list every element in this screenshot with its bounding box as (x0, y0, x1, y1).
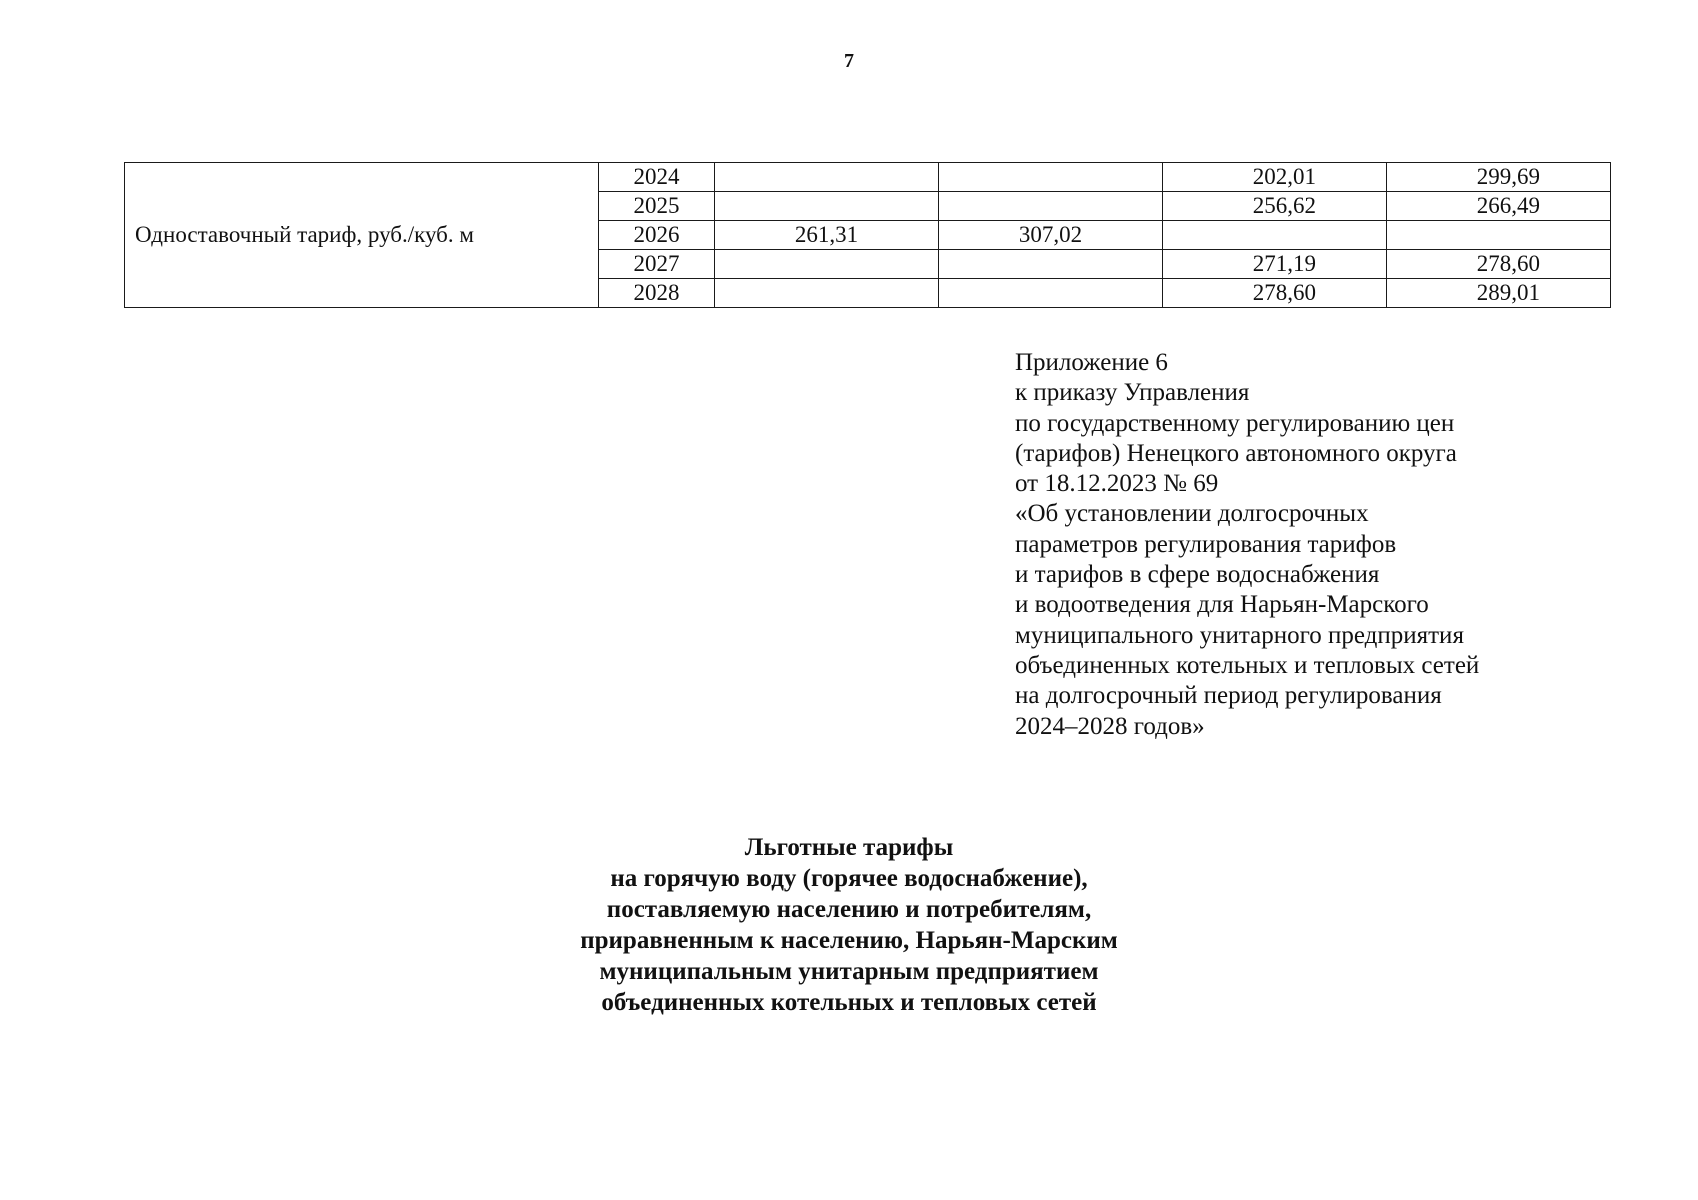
value-cell (939, 192, 1163, 221)
value-cell (1163, 221, 1387, 250)
heading-line: на горячую воду (горячее водоснабжение), (610, 865, 1088, 892)
year-cell: 2026 (599, 221, 715, 250)
value-cell (715, 163, 939, 192)
value-cell (715, 250, 939, 279)
appendix-line: к приказу Управления (1015, 379, 1250, 407)
appendix-line: Приложение 6 (1015, 349, 1168, 376)
appendix-line: 2024–2028 годов» (1015, 712, 1205, 740)
value-cell (1387, 221, 1611, 250)
year-cell: 2025 (599, 192, 715, 221)
value-cell: 256,62 (1163, 192, 1387, 221)
tariff-table (124, 162, 1611, 308)
appendix-block (1015, 348, 1655, 742)
tariff-label-cell: Одноставочный тариф, руб./куб. м (125, 163, 599, 308)
value-cell: 266,49 (1387, 192, 1611, 221)
value-cell (715, 279, 939, 308)
year-cell: 2024 (599, 163, 715, 192)
value-cell: 299,69 (1387, 163, 1611, 192)
appendix-line: объединенных котельных и тепловых сетей (1015, 651, 1480, 679)
section-heading (0, 832, 1698, 1018)
appendix-line: на долгосрочный период регулирования (1015, 682, 1442, 710)
value-cell: 307,02 (939, 221, 1163, 250)
page-number: 7 (844, 50, 854, 72)
appendix-line: «Об установлении долгосрочных (1015, 500, 1369, 528)
appendix-line: по государственному регулированию цен (1015, 409, 1455, 437)
appendix-line: от 18.12.2023 № 69 (1015, 470, 1219, 498)
value-cell (939, 250, 1163, 279)
value-cell (715, 192, 939, 221)
year-cell: 2027 (599, 250, 715, 279)
table-row (125, 163, 1611, 192)
heading-line: объединенных котельных и тепловых сетей (601, 989, 1097, 1016)
heading-line: муниципальным унитарным предприятием (599, 958, 1099, 985)
year-cell: 2028 (599, 279, 715, 308)
appendix-line: и тарифов в сфере водоснабжения (1015, 561, 1380, 589)
value-cell: 261,31 (715, 221, 939, 250)
value-cell: 278,60 (1163, 279, 1387, 308)
value-cell: 202,01 (1163, 163, 1387, 192)
appendix-line: муниципального унитарного предприятия (1015, 621, 1464, 649)
appendix-line: (тарифов) Ненецкого автономного округа (1015, 439, 1457, 467)
heading-line: приравненным к населению, Нарьян-Марским (580, 927, 1118, 954)
value-cell (939, 163, 1163, 192)
value-cell: 278,60 (1387, 250, 1611, 279)
appendix-line: параметров регулирования тарифов (1015, 530, 1397, 558)
value-cell: 289,01 (1387, 279, 1611, 308)
heading-line: поставляемую населению и потребителям, (606, 896, 1092, 923)
appendix-line: и водоотведения для Нарьян-Марского (1015, 591, 1429, 619)
heading-line: Льготные тарифы (744, 834, 954, 861)
value-cell (939, 279, 1163, 308)
value-cell: 271,19 (1163, 250, 1387, 279)
